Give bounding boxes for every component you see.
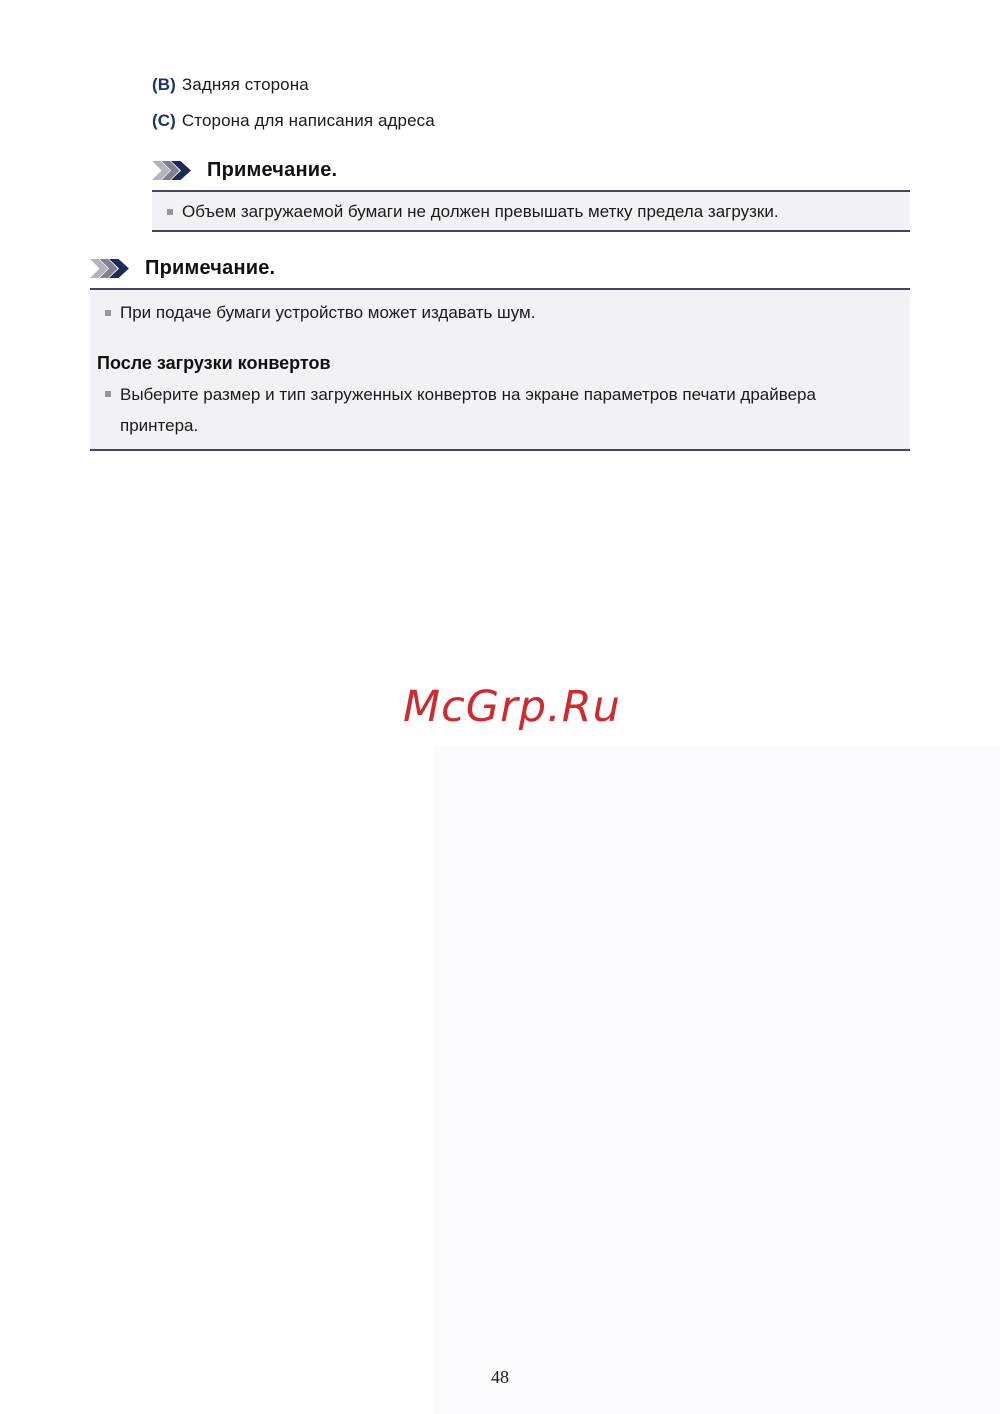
- note-2-box: [90, 288, 910, 451]
- note-2-item-text: При подаче бумаги устройство может издавать шум.: [120, 303, 536, 322]
- label-row-b: [152, 74, 1000, 95]
- note-2-title: Примечание.: [145, 256, 276, 279]
- figure-labels: [152, 0, 1000, 131]
- triple-chevron-right-icon: [152, 161, 191, 180]
- square-bullet-icon: [105, 391, 111, 397]
- note-1-item: [167, 202, 895, 221]
- label-c-prefix: (C): [152, 111, 176, 130]
- note-2-item: [105, 298, 895, 328]
- after-loading-envelopes-heading: После загрузки конвертов: [97, 353, 331, 373]
- note-1-title: Примечание.: [207, 158, 338, 181]
- page-number: 48: [491, 1367, 509, 1387]
- watermark: McGrp.Ru: [403, 682, 621, 732]
- note-section-1: [152, 158, 910, 232]
- note-1-item-text: Объем загружаемой бумаги не должен превышать метку предела загрузки.: [182, 202, 779, 221]
- note-1-header: [152, 158, 910, 182]
- label-c-text: Сторона для написания адреса: [181, 111, 435, 130]
- note-2-header: [90, 256, 910, 280]
- label-b-prefix: (B): [152, 75, 176, 94]
- triple-chevron-right-icon: [90, 259, 129, 278]
- note-2-sub-item-text: Выберите размер и тип загруженных конвертов на экране параметров печати драйвера принтера.: [120, 385, 816, 435]
- note-1-box: [152, 190, 910, 232]
- page-shade: [433, 746, 1000, 1414]
- square-bullet-icon: [167, 209, 173, 215]
- label-row-c: [152, 110, 1000, 131]
- note-2-sub-item: [105, 379, 895, 441]
- note-section-2: [90, 256, 910, 451]
- label-b-text: Задняя сторона: [181, 75, 309, 94]
- square-bullet-icon: [105, 310, 111, 316]
